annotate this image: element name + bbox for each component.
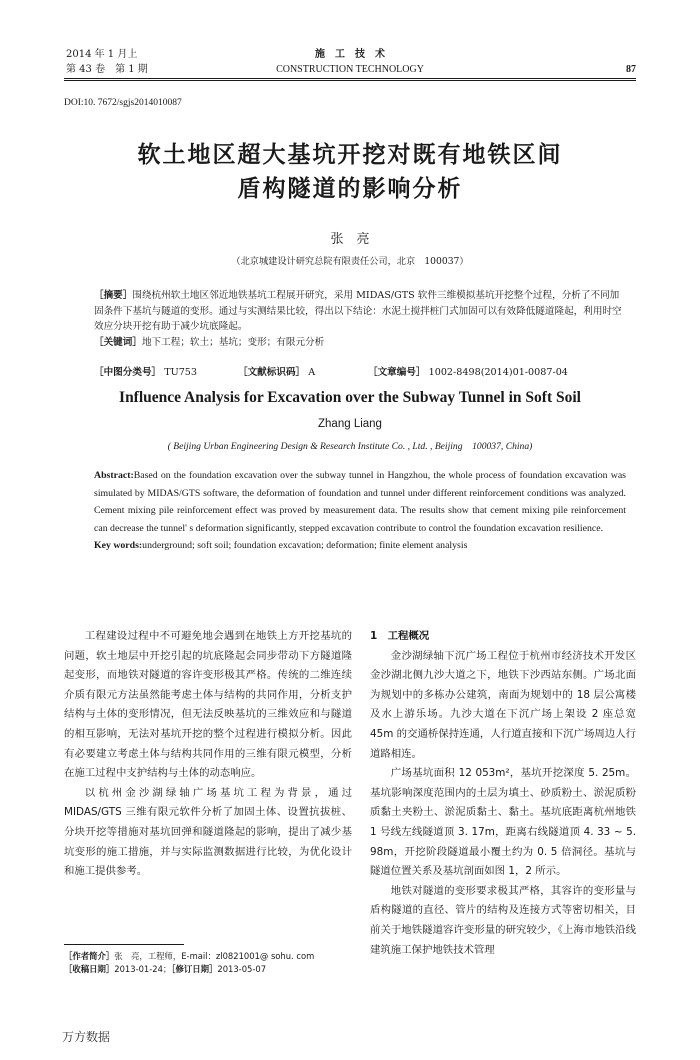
body-right-paragraph-2: 广场基坑面积 12 053m²，基坑开挖深度 5. 25m。基坑影响深度范围内的土层为填土、砂质粉土、淤泥质粉质黏土夹粉土、淤泥质黏土、黏土。基坑底距离杭州地铁 1 号线左线隧道顶 3. 17m，距离右线隧道顶 4. 33 ~ 5. 98m，开挖阶段隧道最小覆土约为 0. 5 倍洞径。基坑与隧道位置关系及基坑剖面如图 1，2 所示。 (370, 767, 636, 878)
doc-code-value: A (308, 367, 316, 378)
abstract-en-text: Based on the foundation excavation over the subway tunnel in Hangzhou, the whole process of foundation excavation was simulated by MIDAS/GTS software, the deformation of foundation and tunnel under different reinforcement conditions was analyzed. Cement mixing pile reinforcement effect was proved by measurement data. The results show that cement mixing pile reinforcement can decrease the tunnel' s deformation significantly, stepped excavation contribute to control the foundation excavation resilience. (94, 470, 626, 534)
keywords-en: underground; soft soil; foundation excavation; deformation; finite element analysis (142, 540, 468, 552)
footnote-received-date: 2013-01-24； (114, 964, 172, 974)
clc-value: TU753 (164, 367, 198, 378)
article-no-label: ［文章编号］ (368, 367, 426, 378)
article-no-value: 1002-8498(2014)01-0087-04 (428, 367, 568, 378)
doc-code-line (238, 364, 315, 378)
watermark-wanfang: 万方数据 (62, 1030, 111, 1044)
footnote (64, 950, 354, 976)
article-no-line (368, 364, 568, 378)
body-left-paragraph-2: 以杭州金沙湖绿轴广场基坑工程为背景，通过 MIDAS/GTS 三维有限元软件分析了加固土体、设置抗拔桩、分块开挖等措施对基坑回弹和隧道隆起的影响，提出了减少基坑变形的施工措施，并与实际监测数据进行比较，为优化设计和施工提供参考。 (64, 786, 352, 878)
clc-label: ［中图分类号］ (94, 367, 162, 378)
page-number: 87 (626, 64, 636, 75)
footnote-author-label: ［作者简介］ (64, 951, 115, 961)
abstract-cn-label: ［摘要］ (94, 290, 133, 301)
doi: DOI:10. 7672/sgjs2014010087 (64, 98, 182, 108)
footnote-rule (64, 944, 184, 945)
journal-title-cn: 施 工 技 术 (315, 49, 385, 60)
affiliation-cn: （北京城建设计研究总院有限责任公司，北京 100037） (231, 256, 469, 267)
footnote-author-text: 张 亮，工程师，E-mail：zl0821001@ sohu. com (114, 951, 315, 961)
header-rule-top (64, 78, 636, 79)
title-en: Influence Analysis for Excavation over the Subway Tunnel in Soft Soil (119, 389, 581, 406)
journal-title-en: CONSTRUCTION TECHNOLOGY (276, 64, 424, 75)
keywords-cn: 地下工程；软土；基坑；变形；有限元分析 (141, 336, 325, 348)
volume-issue: 第 43 卷 第 1 期 (66, 64, 148, 75)
keywords-cn-label: ［关键词］ (94, 336, 142, 348)
abstract-cn-text: 围绕杭州软土地区邻近地铁基坑工程展开研究，采用 MIDAS/GTS 软件三维模拟基坑开挖整个过程，分析了不同加固条件下基坑与隧道的变形。通过与实测结果比较，得出以下结论：水泥土搅拌桩门式加固可以有效降低隧道隆起，利用时空效应分块开挖有助于减少坑底隆起。 (94, 290, 622, 332)
doc-code-label: ［文献标识码］ (238, 367, 306, 378)
section-heading-1: 1 工程概况 (370, 630, 430, 642)
footnote-revised-label: ［修订日期］ (171, 964, 218, 974)
body-left-column (64, 627, 352, 882)
footnote-received-label: ［收稿日期］ (64, 964, 115, 974)
body-right-paragraph-1: 金沙湖绿轴下沉广场工程位于杭州市经济技术开发区金沙湖北侧九沙大道之下，地铁下沙西站东侧。广场北面为规划中的多栋办公建筑，南面为规划中的 18 层公寓楼及水上游乐场。九沙大道在下沉广场上架设 2 座总宽 45m 的交通桥保持连通，人行道直接和下沉广场周边人行道路相连。 (370, 649, 636, 760)
header-rule-bottom (64, 80, 636, 81)
footnote-revised-date: 2013-05-07 (217, 964, 267, 974)
affiliation-en: ( Beijing Urban Engineering Design & Research Institute Co. , Ltd. , Beijing 100037, China) (167, 441, 533, 452)
body-right-paragraph-3: 地铁对隧道的变形要求极其严格，其容许的变形量与盾构隧道的直径、管片的结构及连接方式等密切相关，目前关于地铁隧道容许变形量的研究较少，《上海市地铁沿线建筑施工保护地铁技术管理 (370, 884, 636, 956)
author-en: Zhang Liang (318, 418, 382, 430)
title-cn-line2: 盾构隧道的影响分析 (237, 175, 463, 202)
body-left-paragraph-1: 工程建设过程中不可避免地会遇到在地铁上方开挖基坑的问题，软土地层中开挖引起的坑底隆起会同步带动下方隧道隆起变形，而地铁对隧道的容许变形极其严格。传统的二维连续介质有限元方法虽然能考虑土体与结构的共同作用，分析支护结构与土体的变形情况，但无法反映基坑的三维效应和与隧道的相互影响，无法对基坑开挖的整个过程进行模拟分析。因此有必要建立考虑土体与结构共同作用的三维有限元模型，分析在施工过程中支护结构与土体的动态响应。 (64, 630, 352, 780)
body-right-column (370, 627, 636, 960)
abstract-en-label: Abstract: (94, 470, 134, 481)
author-cn: 张 亮 (330, 232, 370, 247)
issue-date: 2014 年 1 月上 (66, 49, 138, 60)
clc-line (94, 364, 197, 378)
abstract-cn (94, 288, 624, 350)
keywords-en-label: Key words: (94, 540, 143, 552)
title-cn-line1: 软土地区超大基坑开挖对既有地铁区间 (137, 141, 563, 168)
abstract-en (94, 467, 626, 555)
